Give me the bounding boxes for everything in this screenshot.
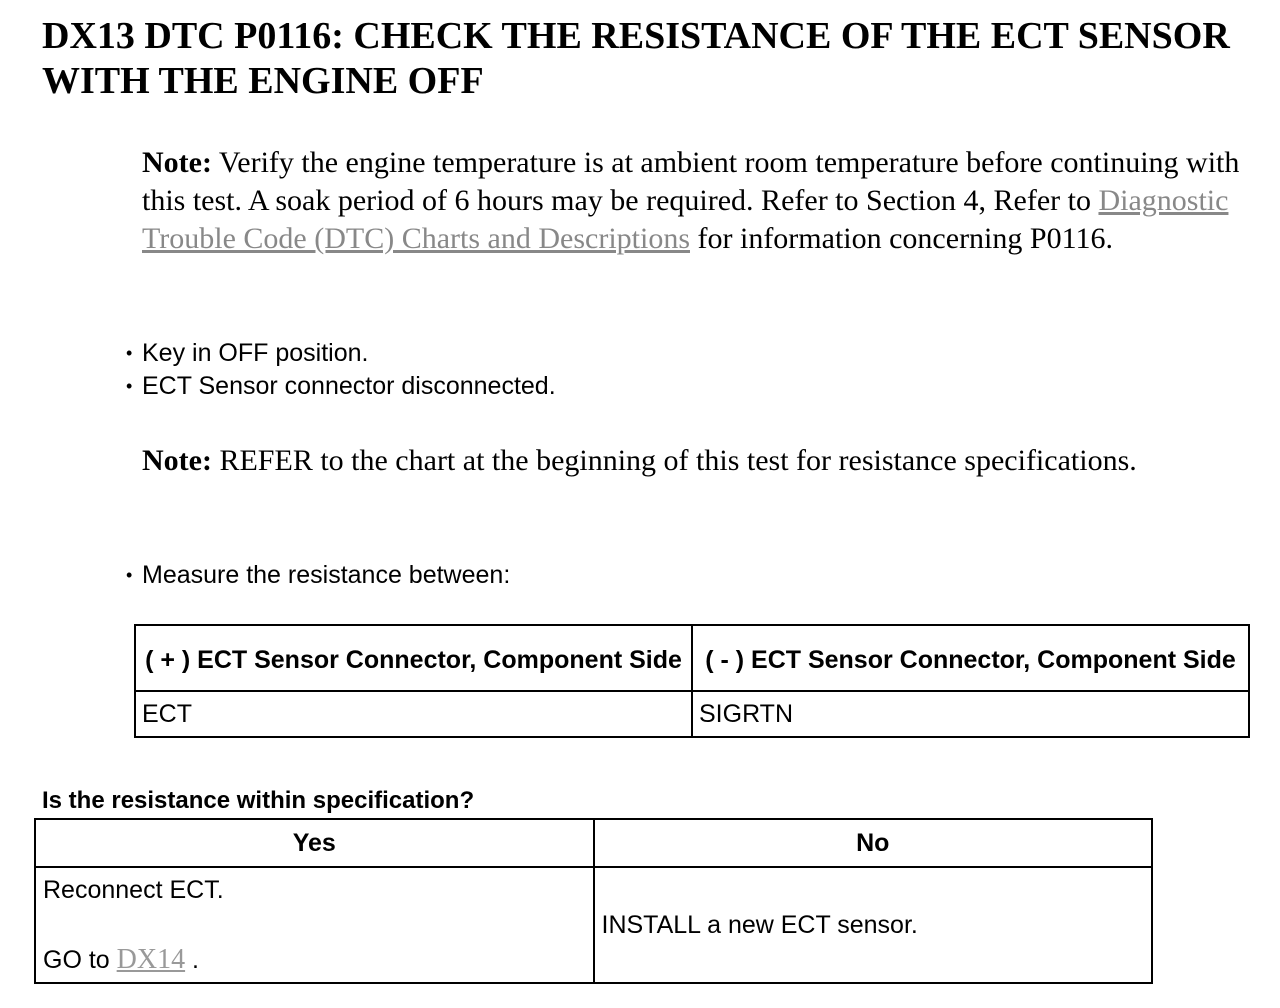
- setup-steps-list: [126, 337, 556, 403]
- yes-goto: [43, 944, 199, 976]
- note-refer-chart: [142, 442, 1252, 480]
- dtc-charts-link[interactable]: Diagnostic Trouble Code (DTC) Charts and Descriptions: [142, 184, 1229, 255]
- list-item: • Measure the resistance between:: [126, 559, 510, 592]
- yes-cell: [35, 867, 594, 983]
- column-header: ( - ) ECT Sensor Connector, Component Side: [692, 625, 1249, 691]
- table-header-row: [35, 819, 1152, 867]
- column-header: ( + ) ECT Sensor Connector, Component Side: [135, 625, 692, 691]
- measurement-table: [134, 624, 1250, 738]
- goto-prefix: GO to: [43, 946, 117, 974]
- note-verify-temperature: [142, 144, 1252, 258]
- table-row: [35, 867, 1152, 983]
- note-label: Note:: [142, 444, 212, 477]
- table-row: [135, 691, 1249, 737]
- yes-header: Yes: [35, 819, 594, 867]
- page-title: DX13 DTC P0116: CHECK THE RESISTANCE OF THE ECT SENSOR WITH THE ENGINE OFF: [42, 15, 1230, 102]
- measure-steps-list: [126, 559, 510, 592]
- note-text-after: for information concerning P0116.: [690, 222, 1113, 255]
- note-text-before: Verify the engine temperature is at ambient room temperature before continuing with this test. A soak period of 6 hours may be required. Refer to Section 4, Refer to: [142, 146, 1240, 217]
- yes-action: Reconnect ECT.: [43, 876, 224, 904]
- goto-suffix: .: [185, 946, 199, 974]
- decision-question: Is the resistance within specification?: [42, 787, 475, 814]
- note-label: Note:: [142, 146, 212, 179]
- list-item: • ECT Sensor connector disconnected.: [126, 370, 556, 403]
- note-text: REFER to the chart at the beginning of this test for resistance specifications.: [211, 444, 1137, 477]
- decision-table: [34, 818, 1153, 984]
- table-cell: SIGRTN: [692, 691, 1249, 737]
- no-header: No: [594, 819, 1153, 867]
- dx14-link[interactable]: DX14: [116, 944, 186, 975]
- table-header-row: [135, 625, 1249, 691]
- list-item: • Key in OFF position.: [126, 337, 556, 370]
- table-cell: ECT: [135, 691, 692, 737]
- no-cell: INSTALL a new ECT sensor.: [594, 867, 1153, 983]
